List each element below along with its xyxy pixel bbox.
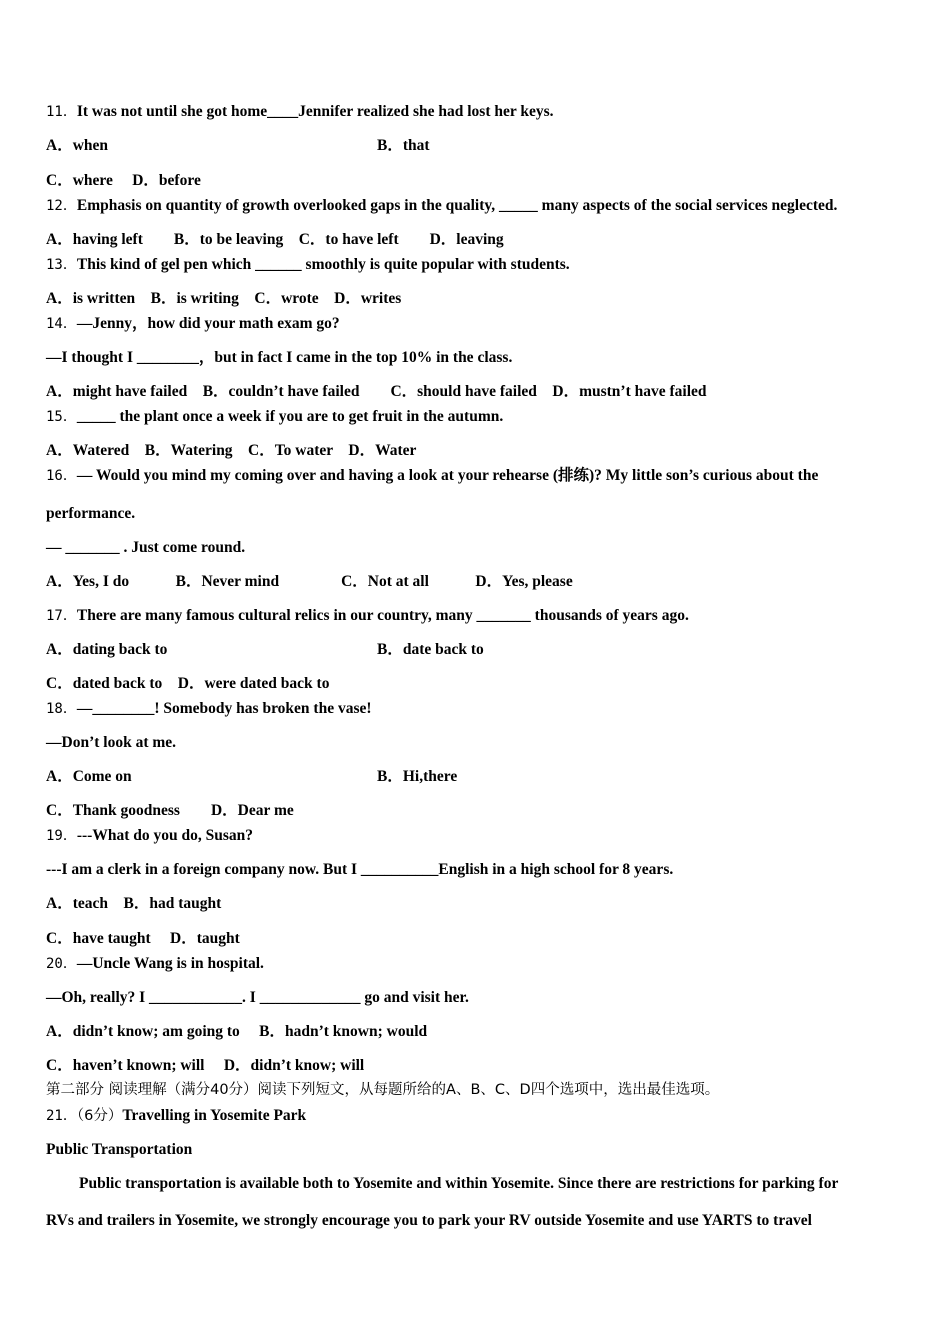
- question-20-options-cd: C．haven’t known; will D．didn’t know; will: [46, 1057, 365, 1074]
- question-number: 11．: [46, 104, 77, 120]
- question-20-stem: [46, 954, 264, 974]
- question-text: ---What do you do, Susan?: [76, 827, 254, 844]
- question-12-options: A．having left B．to be leaving C．to have left D．leaving: [46, 231, 504, 248]
- passage-title: Travelling in Yosemite Park: [122, 1107, 307, 1124]
- question-19-stem: [46, 826, 253, 846]
- question-12-stem: [46, 196, 837, 216]
- part-2-heading: 第二部分 阅读理解（满分40分）阅读下列短文，从每题所给的A、B、C、D四个选项中，选出最佳选项。: [46, 1082, 720, 1098]
- option-b: B．Hi,there: [377, 768, 458, 785]
- option-a: A．dating back to: [46, 641, 168, 658]
- question-14-dialogue: —I thought I ________，but in fact I came in the top 10% in the class.: [46, 349, 513, 366]
- question-number: 13．: [46, 257, 77, 273]
- question-17-options-cd: C．dated back to D．were dated back to: [46, 675, 330, 692]
- question-number: 12．: [46, 198, 77, 214]
- question-text: This kind of gel pen which ______ smoothly is quite popular with students.: [76, 256, 570, 273]
- question-11-options-cd: C．where D．before: [46, 172, 201, 189]
- question-text: _____ the plant once a week if you are to get fruit in the autumn.: [76, 408, 504, 425]
- question-18-options-ab: [46, 767, 746, 787]
- question-14-stem: [46, 314, 340, 334]
- question-number: 17．: [46, 608, 77, 624]
- question-20-options-ab: A．didn’t know; am going to B．hadn’t known; would: [46, 1023, 428, 1040]
- option-b: B．date back to: [377, 641, 484, 658]
- question-14-options: A．might have failed B．couldn’t have failed C．should have failed D．mustn’t have failed: [46, 383, 707, 400]
- question-number: 16．: [46, 468, 77, 484]
- passage-paragraph-line-2: RVs and trailers in Yosemite, we strongly encourage you to park your RV outside Yosemite and use YARTS to travel: [46, 1212, 812, 1229]
- question-number: 14．: [46, 316, 77, 332]
- question-11-stem: [46, 102, 554, 122]
- question-number: 15．: [46, 409, 77, 425]
- question-18-stem: [46, 699, 372, 719]
- question-16-stem: [46, 466, 818, 486]
- option-b: B．that: [377, 137, 430, 154]
- question-18-dialogue: —Don’t look at me.: [46, 734, 177, 751]
- question-11-options-ab: [46, 136, 746, 156]
- question-13-stem: [46, 255, 570, 275]
- passage-heading: Public Transportation: [46, 1141, 193, 1158]
- option-a: A．when: [46, 137, 109, 154]
- question-16-dialogue: — _______ . Just come round.: [46, 539, 246, 556]
- question-text: —Uncle Wang is in hospital.: [76, 955, 264, 972]
- question-15-stem: [46, 407, 503, 427]
- question-18-options-cd: C．Thank goodness D．Dear me: [46, 802, 294, 819]
- question-text: There are many famous cultural relics in our country, many _______ thousands of years ago.: [76, 607, 689, 624]
- question-19-options-ab: A．teach B．had taught: [46, 895, 222, 912]
- question-text: — Would you mind my coming over and having a look at your rehearse (排练)? My little son’s curious about the: [76, 467, 819, 484]
- question-13-options: A．is written B．is writing C．wrote D．writes: [46, 290, 402, 307]
- question-text: —________! Somebody has broken the vase!: [76, 700, 372, 717]
- question-20-dialogue: —Oh, really? I ____________. I _____________ go and visit her.: [46, 989, 469, 1006]
- question-text: Emphasis on quantity of growth overlooked gaps in the quality, _____ many aspects of the social services neglected.: [76, 197, 838, 214]
- question-text: It was not until she got home____Jennifer realized she had lost her keys.: [76, 103, 554, 120]
- passage-paragraph-line-1: Public transportation is available both to Yosemite and within Yosemite. Since there are restrictions for parking for: [79, 1175, 839, 1192]
- question-number: 18．: [46, 701, 77, 717]
- question-21-title: [46, 1106, 306, 1126]
- option-a: A．Come on: [46, 768, 132, 785]
- question-number: 20．: [46, 956, 77, 972]
- question-text: —Jenny，how did your math exam go?: [76, 315, 340, 332]
- question-number: 21．: [46, 1108, 77, 1124]
- question-16-stem-continued: performance.: [46, 505, 136, 522]
- question-17-options-ab: [46, 640, 746, 660]
- question-19-dialogue: ---I am a clerk in a foreign company now. But I __________English in a high school for 8 years.: [46, 861, 674, 878]
- question-number: 19．: [46, 828, 77, 844]
- question-16-options: A．Yes, I do B．Never mind C．Not at all D．Yes, please: [46, 573, 573, 590]
- question-15-options: A．Watered B．Watering C．To water D．Water: [46, 442, 417, 459]
- question-score: （6分）: [76, 1108, 123, 1124]
- question-19-options-cd: C．have taught D．taught: [46, 930, 240, 947]
- question-17-stem: [46, 606, 689, 626]
